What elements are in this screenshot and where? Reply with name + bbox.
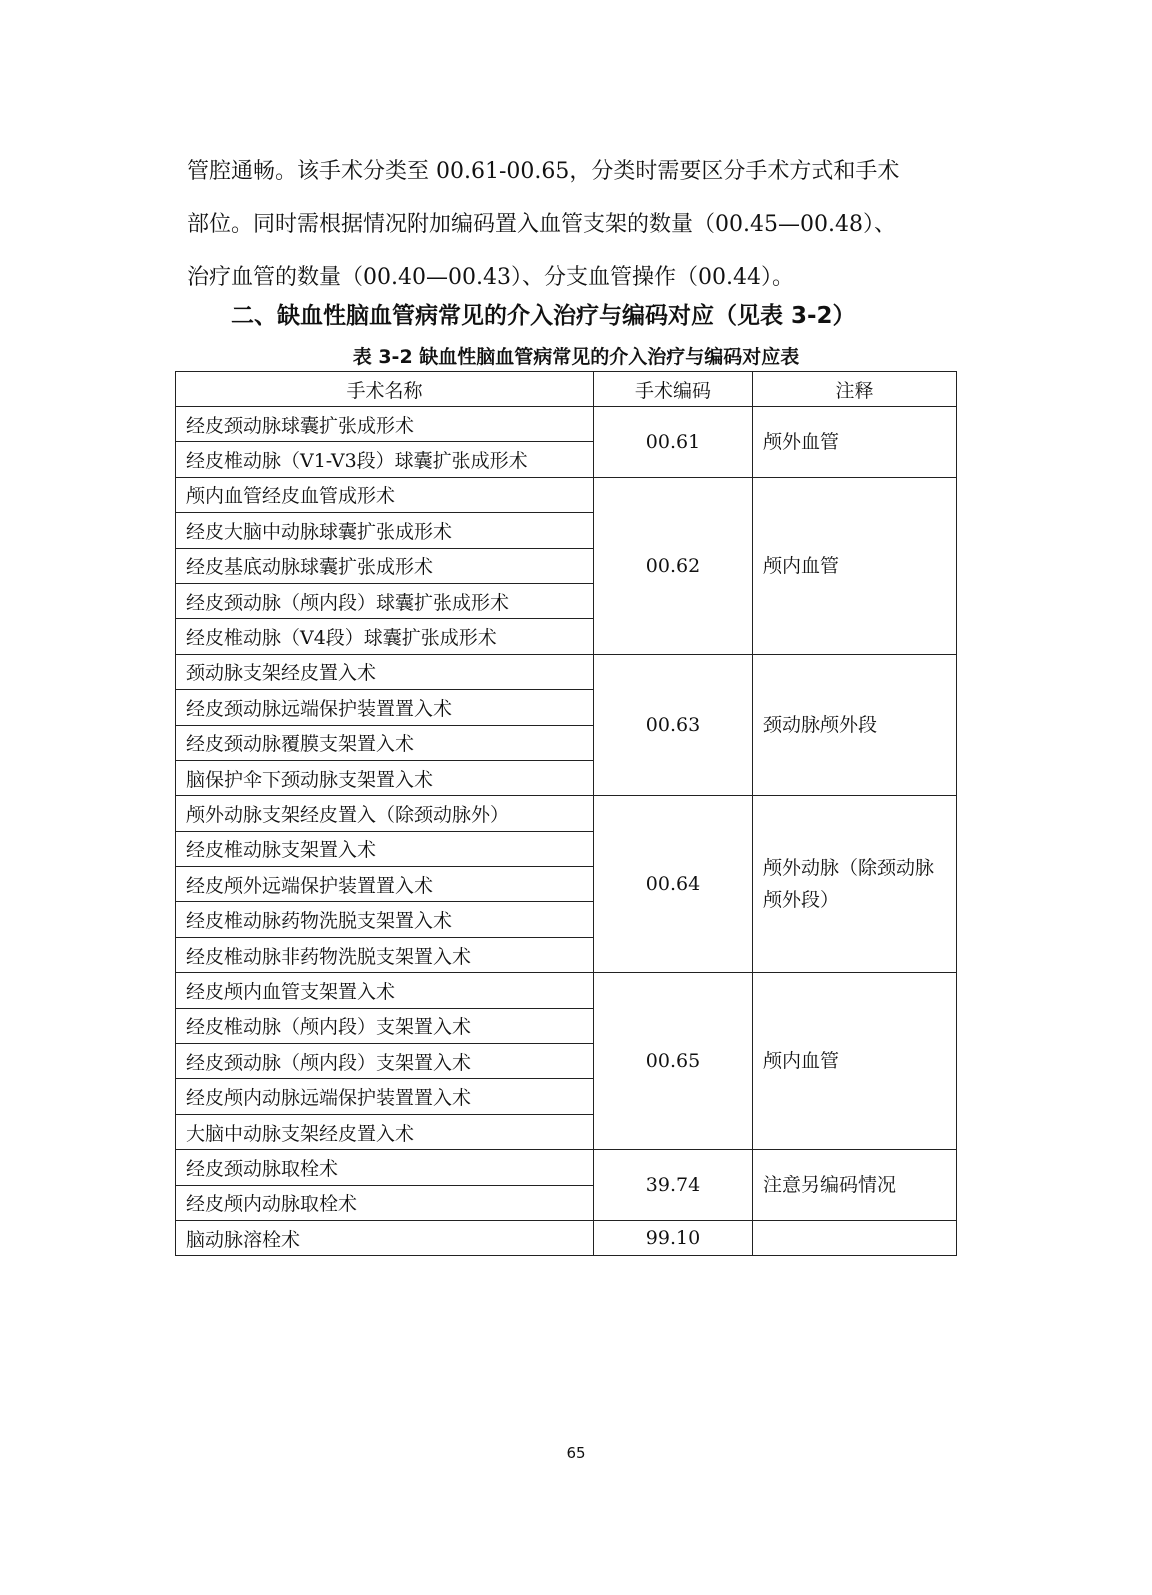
table-header-row bbox=[176, 372, 957, 407]
procedure-name-cell: 经皮椎动脉（V1-V3段）球囊扩张成形术 bbox=[176, 442, 594, 477]
header-note: 注释 bbox=[753, 372, 957, 407]
procedure-code-cell: 39.74 bbox=[594, 1150, 753, 1221]
procedure-name-cell: 大脑中动脉支架经皮置入术 bbox=[176, 1114, 594, 1149]
procedure-name-cell: 经皮颅内动脉远端保护装置置入术 bbox=[176, 1079, 594, 1114]
procedure-name-cell: 经皮椎动脉（颅内段）支架置入术 bbox=[176, 1008, 594, 1043]
procedure-code-cell: 00.64 bbox=[594, 796, 753, 973]
note-cell: 颅外动脉（除颈动脉颅外段） bbox=[753, 796, 957, 973]
table-row bbox=[176, 1220, 957, 1255]
procedure-name-cell: 经皮颅内动脉取栓术 bbox=[176, 1185, 594, 1220]
procedure-code-cell: 00.61 bbox=[594, 407, 753, 478]
coding-table bbox=[175, 371, 957, 1256]
procedure-code-cell: 99.10 bbox=[594, 1220, 753, 1255]
procedure-name-cell: 经皮椎动脉（V4段）球囊扩张成形术 bbox=[176, 619, 594, 654]
note-cell: 注意另编码情况 bbox=[753, 1150, 957, 1221]
note-cell: 颅内血管 bbox=[753, 973, 957, 1150]
procedure-name-cell: 经皮颈动脉球囊扩张成形术 bbox=[176, 407, 594, 442]
table-row bbox=[176, 477, 957, 512]
page-number: 65 bbox=[566, 1444, 586, 1462]
table-row bbox=[176, 796, 957, 831]
header-procedure-name: 手术名称 bbox=[176, 372, 594, 407]
table-row bbox=[176, 654, 957, 689]
procedure-name-cell: 脑保护伞下颈动脉支架置入术 bbox=[176, 760, 594, 795]
paragraph-line: 管腔通畅。该手术分类至 00.61-00.65，分类时需要区分手术方式和手术 bbox=[187, 159, 900, 184]
procedure-name-cell: 颅内血管经皮血管成形术 bbox=[176, 477, 594, 512]
procedure-name-cell: 经皮颈动脉远端保护装置置入术 bbox=[176, 690, 594, 725]
note-cell: 颅外血管 bbox=[753, 407, 957, 478]
procedure-name-cell: 经皮颈动脉覆膜支架置入术 bbox=[176, 725, 594, 760]
table-row bbox=[176, 407, 957, 442]
procedure-code-cell: 00.63 bbox=[594, 654, 753, 796]
procedure-name-cell: 颅外动脉支架经皮置入（除颈动脉外） bbox=[176, 796, 594, 831]
procedure-name-cell: 经皮大脑中动脉球囊扩张成形术 bbox=[176, 513, 594, 548]
procedure-name-cell: 经皮颈动脉（颅内段）支架置入术 bbox=[176, 1044, 594, 1079]
note-cell bbox=[753, 1220, 957, 1255]
procedure-name-cell: 经皮颈动脉取栓术 bbox=[176, 1150, 594, 1185]
procedure-code-cell: 00.65 bbox=[594, 973, 753, 1150]
body-paragraph bbox=[187, 145, 967, 304]
procedure-name-cell: 经皮基底动脉球囊扩张成形术 bbox=[176, 548, 594, 583]
table-title: 表 3-2 缺血性脑血管病常见的介入治疗与编码对应表 bbox=[352, 346, 800, 368]
procedure-name-cell: 经皮椎动脉非药物洗脱支架置入术 bbox=[176, 937, 594, 972]
procedure-code-cell: 00.62 bbox=[594, 477, 753, 654]
paragraph-line: 部位。同时需根据情况附加编码置入血管支架的数量（00.45—00.48）、 bbox=[187, 212, 896, 237]
procedure-name-cell: 经皮颅外远端保护装置置入术 bbox=[176, 867, 594, 902]
table-row bbox=[176, 1150, 957, 1185]
procedure-name-cell: 经皮颅内血管支架置入术 bbox=[176, 973, 594, 1008]
procedure-name-cell: 脑动脉溶栓术 bbox=[176, 1220, 594, 1255]
header-procedure-code: 手术编码 bbox=[594, 372, 753, 407]
table-row bbox=[176, 973, 957, 1008]
procedure-name-cell: 经皮椎动脉药物洗脱支架置入术 bbox=[176, 902, 594, 937]
procedure-name-cell: 颈动脉支架经皮置入术 bbox=[176, 654, 594, 689]
note-cell: 颅内血管 bbox=[753, 477, 957, 654]
section-heading: 二、缺血性脑血管病常见的介入治疗与编码对应（见表 3-2） bbox=[231, 303, 856, 329]
note-cell: 颈动脉颅外段 bbox=[753, 654, 957, 796]
paragraph-line: 治疗血管的数量（00.40—00.43）、分支血管操作（00.44）。 bbox=[187, 265, 794, 290]
procedure-name-cell: 经皮颈动脉（颅内段）球囊扩张成形术 bbox=[176, 583, 594, 618]
procedure-name-cell: 经皮椎动脉支架置入术 bbox=[176, 831, 594, 866]
